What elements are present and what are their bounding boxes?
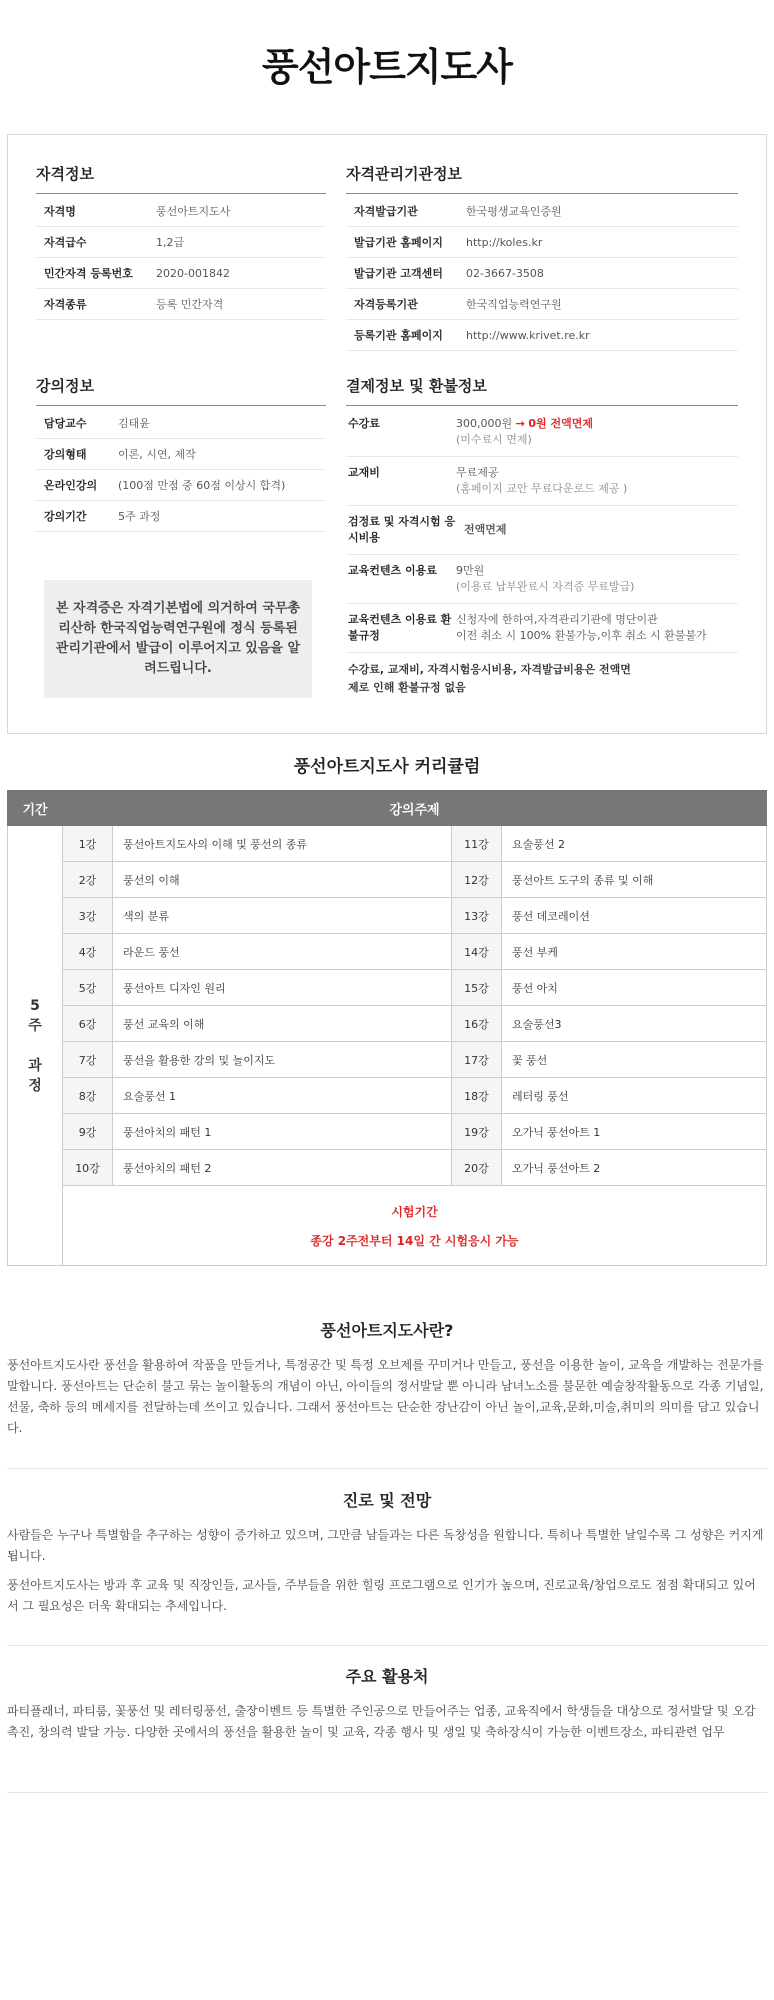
lesson-number: 8강 <box>63 1078 113 1114</box>
table-row <box>8 1150 767 1186</box>
lesson-number: 18강 <box>451 1078 501 1114</box>
page-title: 풍선아트지도사 <box>262 45 512 89</box>
material-value: 무료제공 <box>456 466 499 479</box>
exam-cell <box>63 1186 767 1266</box>
info-value: 한국평생교육인증원 <box>466 205 562 218</box>
info-label: 자격발급기관 <box>354 205 418 218</box>
info-label: 강의형태 <box>44 448 87 461</box>
lesson-number: 5강 <box>63 970 113 1006</box>
lesson-number: 14강 <box>451 934 501 970</box>
fee-note: (미수료시 면제) <box>456 433 532 446</box>
lesson-number: 7강 <box>63 1042 113 1078</box>
notice-box: 본 자격증은 자격기본법에 의거하여 국무총리산하 한국직업능력연구원에 정식 등록된 관리기관에서 발급이 이루어지고 있음을 알려드립니다. <box>44 580 312 698</box>
info-value: 한국직업능력연구원 <box>466 298 562 311</box>
lesson-topic: 풍선을 활용한 강의 및 놀이지도 <box>113 1042 452 1078</box>
lesson-number: 17강 <box>451 1042 501 1078</box>
info-label: 자격급수 <box>44 236 87 249</box>
info-value: 풍선아트지도사 <box>156 205 231 218</box>
info-value: 2020-001842 <box>156 266 230 280</box>
info-value: http://www.krivet.re.kr <box>466 328 590 342</box>
lesson-number: 3강 <box>63 898 113 934</box>
lesson-number: 4강 <box>63 934 113 970</box>
qualification-heading: 자격정보 <box>36 163 326 194</box>
lesson-topic: 요술풍선 2 <box>501 826 766 862</box>
qualification-section <box>36 163 326 320</box>
lesson-topic: 요술풍선3 <box>501 1006 766 1042</box>
lesson-number: 9강 <box>63 1114 113 1150</box>
lesson-topic: 레터링 풍선 <box>501 1078 766 1114</box>
period-cell: 5 주 과 정 <box>8 826 63 1266</box>
lesson-topic: 풍선아트 디자인 원리 <box>113 970 452 1006</box>
table-row <box>8 970 767 1006</box>
career-paragraph-1: 사람들은 누구나 특별함을 추구하는 성향이 증가하고 있으며, 그만큼 남들과는 다른 독창성을 원합니다. 특히나 특별한 날일수록 그 성향은 커지게 됩니다. <box>7 1528 764 1563</box>
lesson-number: 15강 <box>451 970 501 1006</box>
info-row <box>36 289 326 320</box>
divider <box>7 1645 767 1646</box>
info-value: 1,2급 <box>156 236 185 249</box>
info-label: 자격명 <box>44 205 76 218</box>
material-row <box>346 457 738 506</box>
lesson-topic: 풍선아치의 패턴 2 <box>113 1150 452 1186</box>
lecture-section <box>36 375 326 532</box>
refund-summary: 수강료, 교재비, 자격시험응시비용, 자격발급비용은 전액면제로 인해 환불규정 없음 <box>348 663 631 694</box>
lesson-topic: 오가닉 풍선아트 1 <box>501 1114 766 1150</box>
career-paragraph-2: 풍선아트지도사는 방과 후 교육 및 직장인들, 교사들, 주부들을 위한 힐링 프로그램으로 인기가 높으며, 진로교육/창업으로도 점점 확대되고 있어서 그 필요성은 더욱 확대되는 추세입니다. <box>7 1578 756 1613</box>
agency-heading: 자격관리기관정보 <box>346 163 738 194</box>
career-heading: 진로 및 전망 <box>342 1491 432 1510</box>
content-row <box>346 555 738 604</box>
info-row <box>346 258 738 289</box>
info-label: 등록기관 홈페이지 <box>354 329 443 342</box>
content-value: 9만원 <box>456 564 485 577</box>
exam-fee-value: 전액면제 <box>464 523 507 536</box>
lesson-number: 12강 <box>451 862 501 898</box>
table-row <box>8 1006 767 1042</box>
info-row <box>36 501 326 532</box>
table-row <box>8 826 767 862</box>
info-label: 온라인강의 <box>44 479 98 492</box>
lesson-topic: 풍선아트 도구의 종류 및 이해 <box>501 862 766 898</box>
lesson-number: 16강 <box>451 1006 501 1042</box>
lesson-topic: 라운드 풍선 <box>113 934 452 970</box>
table-row <box>8 1078 767 1114</box>
refund-label: 교육컨텐츠 이용료 환불규정 <box>348 613 452 642</box>
exam-fee-label: 검정료 및 자격시험 응시비용 <box>348 515 456 544</box>
lesson-topic: 풍선 데코레이션 <box>501 898 766 934</box>
usage-paragraph: 파티플래너, 파티룸, 꽃풍선 및 레터링풍선, 출장이벤트 등 특별한 주인공으로 만들어주는 업종, 교육직에서 학생들을 대상으로 정서발달 및 오감촉진, 창의력 발달 가능. 다양한 곳에서의 풍선을 활용한 놀이 및 교육, 각종 행사 및 생일 및 축하장식이 가능한 이벤트장소, 파티관련 업무 <box>7 1704 756 1739</box>
info-row <box>346 289 738 320</box>
info-row <box>36 258 326 289</box>
info-label: 발급기관 홈페이지 <box>354 236 443 249</box>
info-label: 민간자격 등록번호 <box>44 267 133 280</box>
about-heading: 풍선아트지도사란? <box>320 1321 454 1340</box>
info-value: 5주 과정 <box>118 510 161 523</box>
lesson-topic: 오가닉 풍선아트 2 <box>501 1150 766 1186</box>
lesson-number: 1강 <box>63 826 113 862</box>
agency-section <box>346 163 738 351</box>
info-row <box>346 227 738 258</box>
about-paragraph: 풍선아트지도사란 풍선을 활용하여 작품을 만들거나, 특정공간 및 특정 오브제를 꾸미거나 만들고, 풍선을 이용한 놀이, 교육을 개발하는 전문가를 말합니다. 풍선아트는 단순히 불고 묶는 놀이활동의 개념이 아닌, 아이들의 정서발달 뿐 아니라 남녀노소를 불문한 예술창작활동으로 각종 기념일, 선물, 축하 등의 메세지를 전달하는데 쓰이고 있습니다. 그래서 풍선아트는 단순한 장난감이 아닌 놀이,교육,문화,미술,취미의 의미를 담고 있습니다. <box>7 1358 764 1435</box>
fee-row <box>346 408 738 457</box>
lesson-topic: 풍선아치의 패턴 1 <box>113 1114 452 1150</box>
table-row <box>8 934 767 970</box>
fee-arrow: → <box>515 417 525 430</box>
refund-value-1: 신청자에 한하여,자격관리기관에 명단이관 <box>456 613 658 626</box>
info-label: 발급기관 고객센터 <box>354 267 443 280</box>
usage-heading: 주요 활용처 <box>345 1667 429 1686</box>
refund-row <box>346 604 738 653</box>
fee-label: 수강료 <box>348 417 380 430</box>
table-row <box>8 1042 767 1078</box>
info-label: 담당교수 <box>44 417 87 430</box>
lesson-number: 6강 <box>63 1006 113 1042</box>
lesson-topic: 꽃 풍선 <box>501 1042 766 1078</box>
payment-heading: 결제정보 및 환불정보 <box>346 375 738 406</box>
table-row <box>8 862 767 898</box>
curriculum-table <box>7 790 767 1266</box>
payment-section <box>346 375 738 705</box>
lesson-number: 2강 <box>63 862 113 898</box>
fee-price: 300,000원 <box>456 417 513 430</box>
info-value: http://koles.kr <box>466 235 543 249</box>
info-row <box>346 196 738 227</box>
exam-title: 시험기간 <box>391 1204 438 1219</box>
info-row <box>36 439 326 470</box>
info-value: 02-3667-3508 <box>466 266 544 280</box>
lesson-topic: 풍선아트지도사의 이해 및 풍선의 종류 <box>113 826 452 862</box>
lesson-number: 20강 <box>451 1150 501 1186</box>
info-row <box>36 408 326 439</box>
lesson-number: 19강 <box>451 1114 501 1150</box>
lesson-topic: 풍선 부케 <box>501 934 766 970</box>
table-row <box>8 898 767 934</box>
info-row <box>36 470 326 501</box>
divider <box>7 1792 767 1793</box>
lesson-topic: 풍선 교육의 이해 <box>113 1006 452 1042</box>
lesson-topic: 풍선 아치 <box>501 970 766 1006</box>
lesson-number: 11강 <box>451 826 501 862</box>
lesson-topic: 풍선의 이해 <box>113 862 452 898</box>
material-label: 교재비 <box>348 466 380 479</box>
info-value: 김태윤 <box>118 417 150 430</box>
exam-row <box>8 1186 767 1266</box>
lesson-number: 13강 <box>451 898 501 934</box>
refund-value-2: 이전 취소 시 100% 환불가능,이후 취소 시 환불불가 <box>456 629 707 642</box>
lesson-number: 10강 <box>63 1150 113 1186</box>
content-label: 교육컨텐츠 이용료 <box>348 564 437 577</box>
info-row <box>36 196 326 227</box>
divider <box>7 1468 767 1469</box>
lesson-topic: 요술풍선 1 <box>113 1078 452 1114</box>
career-section <box>7 1488 767 1625</box>
exam-desc: 종강 2주전부터 14일 간 시험응시 가능 <box>310 1233 519 1248</box>
info-label: 강의기간 <box>44 510 87 523</box>
content-note: (이용료 납부완료시 자격증 무료발급) <box>456 580 635 593</box>
info-label: 자격종류 <box>44 298 87 311</box>
usage-section <box>7 1664 767 1751</box>
info-row <box>346 320 738 351</box>
info-row <box>36 227 326 258</box>
about-section <box>7 1318 767 1447</box>
lecture-heading: 강의정보 <box>36 375 326 406</box>
info-label: 자격등록기관 <box>354 298 418 311</box>
material-note: (홈페이지 교안 무료다운로드 제공 ) <box>456 482 628 495</box>
fee-free: 0원 전액면제 <box>528 417 593 430</box>
lesson-topic: 색의 분류 <box>113 898 452 934</box>
exam-fee-row <box>346 506 738 555</box>
col-topic: 강의주제 <box>63 791 767 826</box>
info-value: 이론, 시연, 제작 <box>118 448 196 461</box>
info-value: 등록 민간자격 <box>156 298 224 311</box>
info-value: (100점 만점 중 60점 이상시 합격) <box>118 479 286 492</box>
info-box <box>7 134 767 734</box>
curriculum-title: 풍선아트지도사 커리큘럼 <box>293 757 481 777</box>
table-row <box>8 1114 767 1150</box>
col-period: 기간 <box>8 791 63 826</box>
